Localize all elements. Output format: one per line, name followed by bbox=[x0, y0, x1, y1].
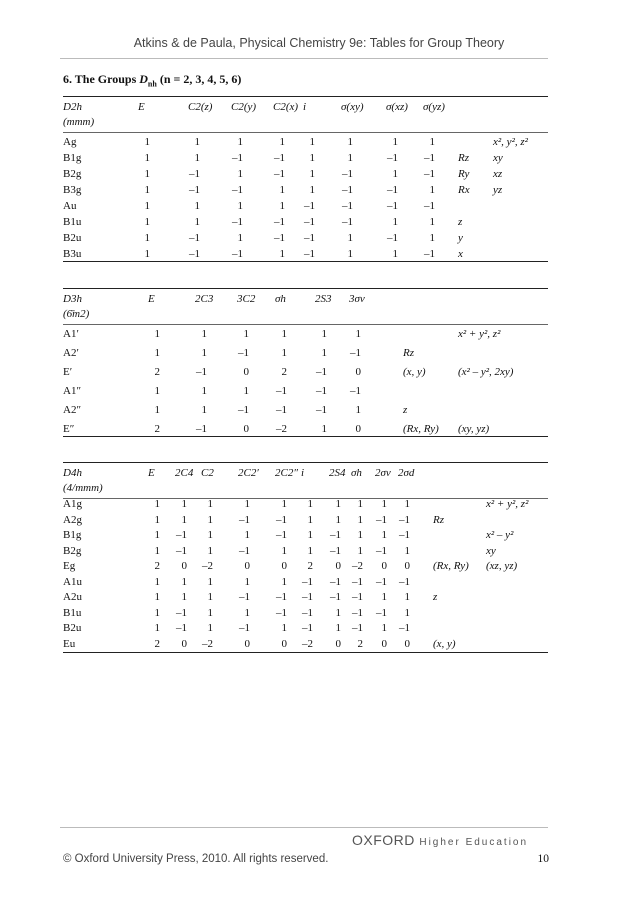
linear-function: z bbox=[458, 216, 463, 228]
character-value: 1 bbox=[347, 136, 353, 148]
linear-function: Ry bbox=[458, 168, 470, 180]
character-value: –1 bbox=[399, 513, 410, 526]
character-value: –1 bbox=[352, 606, 363, 619]
character-value: 1 bbox=[357, 498, 363, 510]
character-value: –1 bbox=[316, 366, 327, 378]
character-value: –1 bbox=[302, 575, 313, 588]
character-value: –1 bbox=[376, 575, 387, 588]
character-value: 1 bbox=[154, 622, 160, 634]
character-value: 1 bbox=[429, 216, 435, 228]
character-value: 0 bbox=[181, 637, 187, 650]
character-value: –1 bbox=[239, 513, 250, 526]
character-value: 1 bbox=[154, 529, 160, 541]
character-value: 1 bbox=[237, 232, 243, 244]
character-value: 1 bbox=[207, 513, 213, 526]
character-value: 1 bbox=[355, 328, 361, 340]
irrep-label: B1u bbox=[63, 216, 82, 228]
character-value: –1 bbox=[330, 575, 341, 588]
character-value: 1 bbox=[201, 347, 207, 359]
character-value: 1 bbox=[207, 575, 213, 588]
character-value: 1 bbox=[281, 622, 287, 634]
character-value: 0 bbox=[335, 637, 341, 650]
character-value: 1 bbox=[279, 184, 285, 196]
group-alt-label: (4/mmm) bbox=[63, 482, 103, 494]
character-value: 1 bbox=[309, 184, 315, 196]
irrep-label: Eu bbox=[63, 637, 76, 650]
character-value: 1 bbox=[154, 606, 160, 619]
quadratic-function: x² – y² bbox=[486, 529, 514, 541]
copyright-text: © Oxford University Press, 2010. All rights reserved. bbox=[63, 853, 329, 865]
character-value: –1 bbox=[238, 404, 249, 416]
character-value: 1 bbox=[279, 248, 285, 260]
character-value: 1 bbox=[357, 529, 363, 541]
character-value: –1 bbox=[424, 168, 435, 180]
character-value: 2 bbox=[281, 366, 287, 378]
irrep-label: E′ bbox=[63, 366, 73, 378]
character-value: 1 bbox=[381, 498, 387, 510]
character-value: –1 bbox=[387, 184, 398, 196]
group-alt-label: (6̄m2) bbox=[63, 308, 90, 320]
character-value: 1 bbox=[404, 606, 410, 619]
character-value: 1 bbox=[307, 513, 313, 526]
irrep-label: B2g bbox=[63, 168, 82, 180]
character-value: 2 bbox=[154, 366, 160, 378]
publisher-logo: OXFORD Higher Education bbox=[352, 832, 529, 848]
character-value: 1 bbox=[154, 513, 160, 526]
character-value: –1 bbox=[232, 248, 243, 260]
table-bottom-rule bbox=[63, 652, 548, 653]
character-value: 1 bbox=[194, 152, 200, 164]
character-value: 1 bbox=[309, 136, 315, 148]
character-value: 1 bbox=[244, 498, 250, 510]
character-value: –1 bbox=[352, 591, 363, 603]
column-header: C2(z) bbox=[188, 101, 213, 113]
quadratic-function: (xy, yz) bbox=[458, 423, 490, 435]
character-value: –1 bbox=[399, 622, 410, 634]
character-value: –1 bbox=[276, 513, 287, 526]
character-value: 1 bbox=[404, 544, 410, 557]
character-value: 1 bbox=[244, 606, 250, 619]
character-value: 1 bbox=[347, 232, 353, 244]
table-d3h bbox=[63, 288, 548, 438]
table-d4h bbox=[63, 462, 548, 654]
character-value: –1 bbox=[342, 168, 353, 180]
column-header: σ(yz) bbox=[423, 101, 445, 113]
character-value: –1 bbox=[302, 591, 313, 603]
character-value: –1 bbox=[330, 529, 341, 541]
irrep-label: B2u bbox=[63, 232, 82, 244]
character-value: 1 bbox=[154, 385, 160, 397]
character-value: 1 bbox=[243, 385, 249, 397]
character-value: –1 bbox=[274, 216, 285, 228]
group-alt-label: (mmm) bbox=[63, 116, 95, 128]
character-value: 1 bbox=[207, 498, 213, 510]
table-top-rule bbox=[63, 96, 548, 97]
quadratic-function: x², y², z² bbox=[493, 136, 528, 148]
character-value: –1 bbox=[189, 232, 200, 244]
character-value: 1 bbox=[307, 544, 313, 557]
character-value: –2 bbox=[202, 637, 213, 650]
character-value: –1 bbox=[274, 168, 285, 180]
section-title: 6. The Groups $D_{nh}$ (n = 2, 3, 4, 5, 6) bbox=[63, 72, 242, 89]
column-header: 3C2 bbox=[237, 293, 256, 305]
character-value: 1 bbox=[347, 152, 353, 164]
character-value: –1 bbox=[399, 529, 410, 541]
character-value: –1 bbox=[189, 184, 200, 196]
character-value: –2 bbox=[352, 560, 363, 572]
character-value: 1 bbox=[201, 385, 207, 397]
irrep-label: A2′ bbox=[63, 347, 79, 359]
character-value: –1 bbox=[196, 423, 207, 435]
character-value: –1 bbox=[424, 152, 435, 164]
character-value: 1 bbox=[181, 575, 187, 588]
group-label: D3h bbox=[63, 293, 82, 305]
character-value: 0 bbox=[355, 423, 361, 435]
character-value: 1 bbox=[237, 136, 243, 148]
character-value: 1 bbox=[307, 498, 313, 510]
column-header: E bbox=[148, 293, 155, 305]
table-bottom-rule bbox=[63, 261, 548, 262]
character-value: –1 bbox=[274, 152, 285, 164]
character-value: 1 bbox=[279, 200, 285, 212]
character-value: 0 bbox=[404, 637, 410, 650]
character-value: 1 bbox=[321, 347, 327, 359]
column-header: 2S3 bbox=[315, 293, 332, 305]
character-value: 1 bbox=[207, 544, 213, 557]
irrep-label: B3u bbox=[63, 248, 82, 260]
character-value: 0 bbox=[381, 637, 387, 650]
character-value: –1 bbox=[376, 606, 387, 619]
character-value: 1 bbox=[144, 232, 150, 244]
character-value: 1 bbox=[307, 529, 313, 541]
irrep-label: A2″ bbox=[63, 404, 82, 416]
character-value: –2 bbox=[302, 637, 313, 650]
character-value: 0 bbox=[244, 637, 250, 650]
irrep-label: B1g bbox=[63, 529, 82, 541]
character-value: –1 bbox=[387, 152, 398, 164]
column-header: C2 bbox=[201, 467, 214, 479]
irrep-label: B2g bbox=[63, 544, 82, 557]
linear-function: (Rx, Ry) bbox=[403, 423, 439, 435]
column-header: 2C3 bbox=[195, 293, 214, 305]
character-value: 1 bbox=[244, 529, 250, 541]
quadratic-function: xy bbox=[486, 544, 496, 557]
character-value: –1 bbox=[342, 200, 353, 212]
character-value: –1 bbox=[424, 248, 435, 260]
character-value: 1 bbox=[237, 168, 243, 180]
irrep-label: Eg bbox=[63, 560, 76, 572]
character-value: 1 bbox=[194, 200, 200, 212]
irrep-label: A2g bbox=[63, 513, 82, 526]
character-value: 1 bbox=[144, 216, 150, 228]
character-value: 1 bbox=[381, 591, 387, 603]
character-value: 1 bbox=[392, 216, 398, 228]
character-value: –1 bbox=[399, 575, 410, 588]
linear-function: z bbox=[403, 404, 408, 416]
character-value: 1 bbox=[194, 216, 200, 228]
irrep-label: A1″ bbox=[63, 385, 82, 397]
group-label: D4h bbox=[63, 467, 82, 479]
character-value: 1 bbox=[243, 328, 249, 340]
character-value: –1 bbox=[239, 622, 250, 634]
column-header: 2C2″ bbox=[275, 467, 298, 479]
character-value: –1 bbox=[189, 168, 200, 180]
character-value: 1 bbox=[335, 606, 341, 619]
quadratic-function: xy bbox=[493, 152, 503, 164]
quadratic-function: (x² – y², 2xy) bbox=[458, 366, 514, 378]
character-value: 1 bbox=[357, 544, 363, 557]
character-value: 0 bbox=[243, 423, 249, 435]
character-value: 1 bbox=[144, 136, 150, 148]
character-value: 1 bbox=[309, 152, 315, 164]
linear-function: x bbox=[458, 248, 463, 260]
character-value: –1 bbox=[304, 200, 315, 212]
character-value: 1 bbox=[281, 347, 287, 359]
character-value: 1 bbox=[281, 575, 287, 588]
character-value: 2 bbox=[357, 637, 363, 650]
column-header: C2(y) bbox=[231, 101, 257, 113]
character-value: –1 bbox=[196, 366, 207, 378]
column-header: E bbox=[148, 467, 155, 479]
character-value: –1 bbox=[276, 529, 287, 541]
character-value: 1 bbox=[335, 622, 341, 634]
irrep-label: B1g bbox=[63, 152, 82, 164]
character-value: 1 bbox=[381, 529, 387, 541]
character-value: 2 bbox=[307, 560, 313, 572]
character-value: 1 bbox=[144, 248, 150, 260]
character-value: –1 bbox=[376, 544, 387, 557]
linear-function: z bbox=[433, 591, 438, 603]
character-value: 1 bbox=[181, 513, 187, 526]
table-top-rule bbox=[63, 462, 548, 463]
character-value: 0 bbox=[181, 560, 187, 572]
character-value: 1 bbox=[201, 328, 207, 340]
irrep-label: A2u bbox=[63, 591, 82, 603]
character-value: 1 bbox=[181, 591, 187, 603]
character-value: 1 bbox=[207, 606, 213, 619]
quadratic-function: xz bbox=[493, 168, 503, 180]
character-value: –1 bbox=[276, 606, 287, 619]
character-value: 1 bbox=[207, 529, 213, 541]
header-rule bbox=[60, 58, 548, 59]
column-header: 2σd bbox=[398, 467, 415, 479]
character-value: –1 bbox=[342, 184, 353, 196]
irrep-label: Ag bbox=[63, 136, 77, 148]
character-value: –1 bbox=[239, 591, 250, 603]
quadratic-function: (xz, yz) bbox=[486, 560, 518, 572]
character-value: –1 bbox=[342, 216, 353, 228]
irrep-label: B2u bbox=[63, 622, 82, 634]
column-header: σh bbox=[351, 467, 362, 479]
character-value: –1 bbox=[424, 200, 435, 212]
character-value: 1 bbox=[207, 591, 213, 603]
character-value: –1 bbox=[387, 232, 398, 244]
character-value: 0 bbox=[281, 560, 287, 572]
character-value: 1 bbox=[281, 328, 287, 340]
character-value: 1 bbox=[392, 168, 398, 180]
character-value: –1 bbox=[316, 385, 327, 397]
page-number: 10 bbox=[537, 853, 549, 865]
character-value: –1 bbox=[304, 216, 315, 228]
column-header: 3σv bbox=[349, 293, 365, 305]
character-value: 1 bbox=[381, 622, 387, 634]
character-value: 1 bbox=[154, 347, 160, 359]
character-value: 1 bbox=[144, 184, 150, 196]
character-value: –1 bbox=[302, 622, 313, 634]
irrep-label: A1g bbox=[63, 498, 82, 510]
character-value: –1 bbox=[274, 232, 285, 244]
character-value: –1 bbox=[352, 622, 363, 634]
character-value: –1 bbox=[352, 575, 363, 588]
character-value: –1 bbox=[330, 544, 341, 557]
character-value: 1 bbox=[429, 232, 435, 244]
irrep-label: E″ bbox=[63, 423, 75, 435]
character-value: 1 bbox=[404, 591, 410, 603]
character-value: 1 bbox=[335, 498, 341, 510]
character-value: 1 bbox=[154, 591, 160, 603]
linear-function: (x, y) bbox=[403, 366, 426, 378]
character-value: 1 bbox=[281, 544, 287, 557]
character-value: 1 bbox=[309, 168, 315, 180]
character-value: 1 bbox=[357, 513, 363, 526]
irrep-label: Au bbox=[63, 200, 77, 212]
column-header: i bbox=[303, 101, 307, 113]
character-value: –1 bbox=[350, 385, 361, 397]
irrep-label: A1u bbox=[63, 575, 82, 588]
character-value: –2 bbox=[276, 423, 287, 435]
character-value: –1 bbox=[376, 513, 387, 526]
running-header: Atkins & de Paula, Physical Chemistry 9e: Tables for Group Theory bbox=[133, 36, 505, 50]
character-value: 1 bbox=[207, 622, 213, 634]
table-d2h bbox=[63, 96, 548, 264]
character-value: –1 bbox=[232, 216, 243, 228]
linear-function: Rz bbox=[403, 347, 414, 359]
character-value: 1 bbox=[429, 136, 435, 148]
header-separator bbox=[63, 498, 548, 499]
character-value: –1 bbox=[232, 184, 243, 196]
character-value: 1 bbox=[194, 136, 200, 148]
column-header: E bbox=[138, 101, 145, 113]
quadratic-function: x² + y², z² bbox=[486, 498, 529, 510]
character-value: 0 bbox=[381, 560, 387, 572]
character-value: 1 bbox=[321, 328, 327, 340]
character-value: –1 bbox=[276, 591, 287, 603]
column-header: σh bbox=[275, 293, 286, 305]
column-header: 2C2′ bbox=[238, 467, 259, 479]
character-value: –1 bbox=[316, 404, 327, 416]
character-value: 1 bbox=[237, 200, 243, 212]
character-value: 1 bbox=[154, 404, 160, 416]
column-header: 2C4 bbox=[175, 467, 194, 479]
character-value: 2 bbox=[154, 560, 160, 572]
character-value: –1 bbox=[304, 232, 315, 244]
column-header: C2(x) bbox=[273, 101, 299, 113]
character-value: –2 bbox=[202, 560, 213, 572]
linear-function: (x, y) bbox=[433, 637, 456, 650]
table-top-rule bbox=[63, 288, 548, 289]
character-value: 1 bbox=[321, 423, 327, 435]
character-value: 1 bbox=[404, 498, 410, 510]
quadratic-function: yz bbox=[493, 184, 503, 196]
irrep-label: B3g bbox=[63, 184, 82, 196]
character-value: –1 bbox=[387, 200, 398, 212]
character-value: –1 bbox=[176, 544, 187, 557]
irrep-label: B1u bbox=[63, 606, 82, 619]
character-value: 0 bbox=[355, 366, 361, 378]
column-header: σ(xz) bbox=[386, 101, 408, 113]
linear-function: Rz bbox=[458, 152, 469, 164]
character-value: 1 bbox=[244, 575, 250, 588]
character-value: 0 bbox=[244, 560, 250, 572]
character-value: –1 bbox=[189, 248, 200, 260]
character-value: 1 bbox=[181, 498, 187, 510]
character-value: 1 bbox=[144, 152, 150, 164]
character-value: 1 bbox=[154, 328, 160, 340]
character-value: 1 bbox=[281, 498, 287, 510]
character-value: –1 bbox=[276, 385, 287, 397]
column-header: i bbox=[301, 467, 305, 479]
character-value: 1 bbox=[347, 248, 353, 260]
linear-function: Rz bbox=[433, 513, 444, 526]
character-value: 1 bbox=[429, 184, 435, 196]
character-value: 1 bbox=[335, 513, 341, 526]
character-value: 1 bbox=[279, 136, 285, 148]
character-value: 1 bbox=[144, 168, 150, 180]
character-value: –1 bbox=[276, 404, 287, 416]
character-value: –1 bbox=[350, 347, 361, 359]
character-value: 1 bbox=[201, 404, 207, 416]
header-separator bbox=[63, 324, 548, 325]
column-header: σ(xy) bbox=[341, 101, 364, 113]
linear-function: (Rx, Ry) bbox=[433, 560, 469, 572]
quadratic-function: x² + y², z² bbox=[458, 328, 501, 340]
table-bottom-rule bbox=[63, 436, 548, 437]
character-value: 1 bbox=[144, 200, 150, 212]
header-separator bbox=[63, 132, 548, 133]
character-value: –1 bbox=[302, 606, 313, 619]
character-value: 2 bbox=[154, 423, 160, 435]
character-value: 2 bbox=[154, 637, 160, 650]
character-value: –1 bbox=[232, 152, 243, 164]
irrep-label: A1′ bbox=[63, 328, 79, 340]
character-value: –1 bbox=[176, 529, 187, 541]
character-value: 1 bbox=[154, 544, 160, 557]
footer-rule bbox=[60, 827, 548, 828]
character-value: –1 bbox=[304, 248, 315, 260]
character-value: –1 bbox=[238, 347, 249, 359]
character-value: 1 bbox=[355, 404, 361, 416]
character-value: –1 bbox=[330, 591, 341, 603]
character-value: 1 bbox=[154, 498, 160, 510]
character-value: –1 bbox=[176, 606, 187, 619]
group-label: D2h bbox=[63, 101, 82, 113]
column-header: 2σv bbox=[375, 467, 391, 479]
character-value: 0 bbox=[335, 560, 341, 572]
linear-function: Rx bbox=[458, 184, 470, 196]
character-value: 1 bbox=[392, 248, 398, 260]
character-value: 0 bbox=[281, 637, 287, 650]
linear-function: y bbox=[458, 232, 463, 244]
character-value: 1 bbox=[392, 136, 398, 148]
character-value: 0 bbox=[243, 366, 249, 378]
character-value: –1 bbox=[176, 622, 187, 634]
column-header: 2S4 bbox=[329, 467, 346, 479]
character-value: 0 bbox=[404, 560, 410, 572]
character-value: 1 bbox=[154, 575, 160, 588]
character-value: –1 bbox=[239, 544, 250, 557]
